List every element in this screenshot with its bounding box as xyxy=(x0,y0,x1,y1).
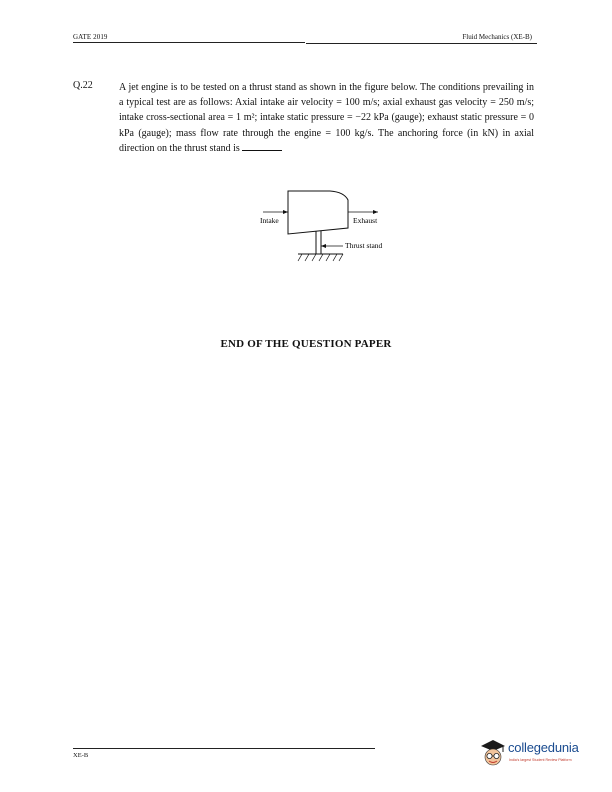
header-left: GATE 2019 xyxy=(73,33,108,41)
thrust-stand-label: Thrust stand xyxy=(345,241,383,250)
collegedunia-logo xyxy=(478,737,598,771)
question-text: A jet engine is to be tested on a thrust stand as shown in the figure below. The conditions prevailing in a typical test are as follows: Axial intake air velocity = 100 m/s; axial exhaust gas velocity = 250 m/s; intake cross-sectional area = 1 m²; intake static pressure = −22 kPa (gauge); exhaust static pressure = 0 kPa (gauge); mass flow rate through the engine = 100 kg/s. The anchoring force (in kN) in axial direction on the thrust stand is xyxy=(119,82,534,154)
ground-hatch xyxy=(298,254,343,261)
footer-rule xyxy=(73,748,375,749)
jet-engine-figure xyxy=(248,186,408,271)
question-number: Q.22 xyxy=(73,80,93,91)
header-rule-right xyxy=(306,43,537,44)
question-block xyxy=(119,80,534,156)
header-rule-left xyxy=(73,42,305,43)
exhaust-arrowhead xyxy=(373,210,378,214)
header-right: Fluid Mechanics (XE-B) xyxy=(462,33,532,41)
mascot-icon xyxy=(478,737,508,771)
logo-name: collegedunia xyxy=(508,740,579,755)
exhaust-label: Exhaust xyxy=(353,216,378,225)
stand-pointer-head xyxy=(321,244,326,248)
intake-label: Intake xyxy=(260,216,279,225)
footer-left: XE-B xyxy=(73,752,89,759)
engine-outline xyxy=(288,191,348,234)
answer-blank xyxy=(242,142,282,151)
intake-arrowhead xyxy=(283,210,288,214)
logo-tagline: India's largest Student Review Platform xyxy=(509,758,572,762)
end-of-paper: END OF THE QUESTION PAPER xyxy=(220,338,392,350)
